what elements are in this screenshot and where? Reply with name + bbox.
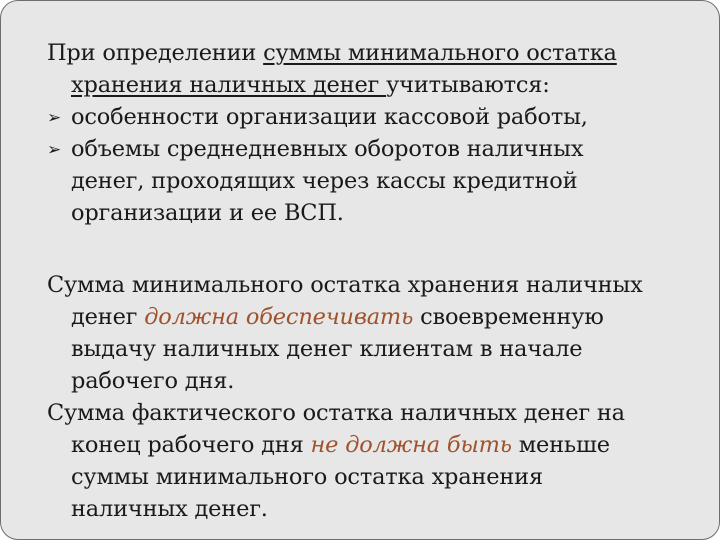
- bullet-item-1: [47, 101, 715, 133]
- para2-line-1: Сумма минимального остатка хранения наличных: [47, 272, 643, 298]
- intro-underlined-text: суммы минимального остатка: [263, 40, 617, 66]
- bullet-text-2: объемы среднедневных оборотов наличных: [71, 136, 584, 162]
- bullet-item-2-line-3: организации и ее ВСП.: [71, 200, 344, 226]
- arrow-bullet-icon: ➢: [47, 140, 62, 160]
- para2-line-4: рабочего дня.: [71, 368, 235, 394]
- bullet-item-2: [47, 133, 715, 165]
- para3-line-4: наличных денег.: [71, 496, 268, 522]
- slide-text: [47, 37, 715, 525]
- intro-underlined-text-2: хранения наличных денег: [71, 72, 387, 98]
- para2-text: денег: [71, 304, 145, 330]
- para3-line-1: Сумма фактического остатка наличных денег на: [47, 400, 625, 426]
- para3-line-3: суммы минимального остатка хранения: [71, 464, 543, 490]
- para2-line-3: выдачу наличных денег клиентам в начале: [71, 336, 583, 362]
- para2-line-2: [47, 301, 715, 333]
- arrow-bullet-icon: ➢: [47, 108, 62, 128]
- paragraph-gap: [47, 229, 715, 269]
- para2-text-2: своевременную: [413, 304, 604, 330]
- bullet-item-2-line-2: денег, проходящих через кассы кредитной: [71, 168, 578, 194]
- intro-text-2: учитываются:: [386, 72, 550, 98]
- para3-text: конец рабочего дня: [71, 432, 311, 458]
- bullet-text-1: особенности организации кассовой работы,: [71, 104, 588, 130]
- intro-line-2: [47, 69, 715, 101]
- intro-line-1: [47, 37, 715, 69]
- para3-text-2: меньше: [511, 432, 610, 458]
- para2-emphasis: должна обеспечивать: [144, 304, 414, 330]
- intro-text: При определении: [47, 40, 264, 66]
- para3-emphasis: не должна быть: [310, 432, 512, 458]
- para3-line-2: [47, 429, 715, 461]
